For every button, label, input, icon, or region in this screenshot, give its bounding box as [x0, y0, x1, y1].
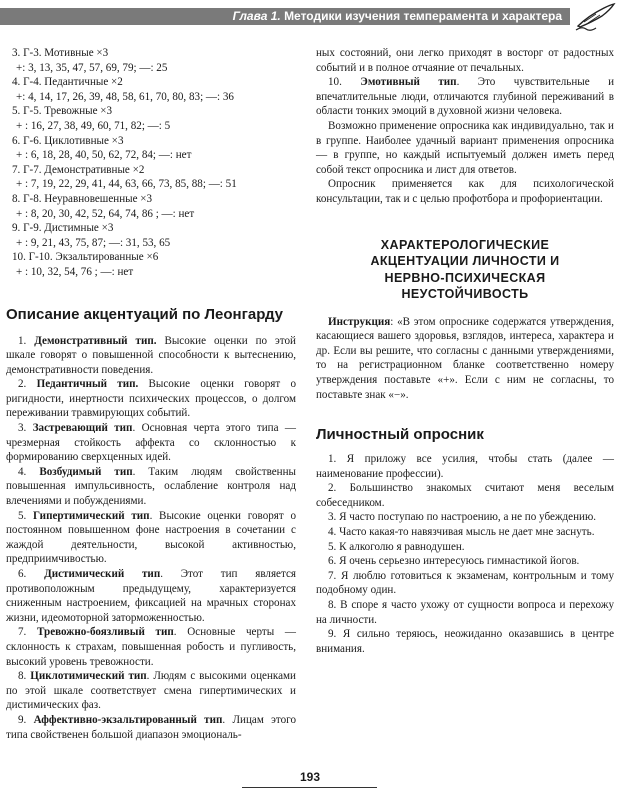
type-name: Гипертимический тип: [33, 509, 150, 522]
section-heading-caps: ХАРАКТЕРОЛОГИЧЕСКИЕ АКЦЕНТУАЦИИ ЛИЧНОСТИ И НЕРВНО-ПСИХИЧЕСКАЯ НЕУСТОЙЧИВОСТЬ: [370, 237, 560, 302]
type-name: Циклотимический тип: [30, 670, 147, 683]
list-item-keys: + : 16, 27, 38, 49, 60, 71, 82; —: 5: [16, 119, 171, 132]
type-number: 5.: [18, 509, 27, 522]
chapter-title: Методики изучения темперамента и характера: [284, 9, 562, 23]
list-item: 9. Г-9. Дистимные ×3: [12, 222, 114, 235]
type-paragraph: [6, 334, 296, 378]
type-text: . Высокие оценки говорят о постоянном повышенном фоне настроения в сочетании с жаждой деятельности, высокой активностью, предприимчивостью.: [6, 509, 296, 566]
instruction-label: Инструкция: [328, 315, 391, 328]
list-item-keys: + : 10, 32, 54, 76 ; —: нет: [16, 265, 134, 278]
section-heading: Описание акцентуаций по Леонгарду: [6, 305, 284, 323]
instruction-text: : «В этом опроснике содержатся утверждения, касающиеся вашего здоровья, взглядов, интереса, характера и др. Если вы решите, что согласны с данными утверждениями, то на регистрационном бланке соответственно номеру утверждения поставьте «+». Если с ним не согласны, то поставьте знак «−».: [316, 315, 614, 401]
questionnaire-heading: Личностный опросник: [316, 426, 484, 444]
type-paragraph: [6, 509, 296, 567]
type-number: 7.: [18, 626, 27, 639]
type-number: 3.: [18, 422, 27, 435]
running-header: [0, 8, 570, 25]
type-text: . Основные черты — склонность к страхам, повышенная робость и пугливость, высокий уровень тревожности.: [6, 626, 296, 668]
list-item-keys: + : 9, 21, 43, 75, 87; —: 31, 53, 65: [16, 236, 171, 249]
type-text: Высокие оценки по этой шкале говорят о повышенной способности к вытеснению, демонстративности поведения.: [6, 334, 296, 376]
type-number: 9.: [18, 713, 27, 726]
list-item: 7. Г-7. Демонстративные ×2: [12, 163, 145, 176]
list-item-keys: + : 7, 19, 22, 29, 41, 44, 63, 66, 73, 85, 88; —: 51: [16, 178, 237, 191]
list-item-keys: + : 6, 18, 28, 40, 50, 62, 72, 84; —: нет: [16, 149, 192, 162]
type-name: Эмотивный тип: [360, 76, 457, 89]
scale-key-list: [12, 46, 296, 280]
type-name: Демонстративный тип.: [34, 334, 157, 347]
type-number: 2.: [18, 378, 27, 391]
list-item: 3. Я часто поступаю по настроению, а не по убеждению.: [328, 511, 597, 524]
type-paragraph: [6, 567, 296, 625]
list-item-keys: + : 8, 20, 30, 42, 52, 64, 74, 86 ; —: нет: [16, 207, 195, 220]
type-paragraph: [6, 377, 296, 421]
type-paragraph: [316, 75, 614, 119]
type-text: . Людям с высокими оценками по этой шкале соответствует смена гипертимических и дистимических фаз.: [6, 670, 296, 712]
list-item: 6. Г-6. Циклотивные ×3: [12, 134, 124, 147]
left-column: [6, 46, 296, 742]
type-name: Тревожно-боязливый тип: [37, 626, 174, 639]
list-item: 7. Я люблю готовиться к экзаменам, контрольным и тому подобному один.: [316, 569, 614, 597]
body-paragraph: Возможно применение опросника как индивидуально, так и в группе. Наиболее удачный вариант применения опросника — в группе, но каждый испытуемый должен иметь перед собой текст опросника и лист для ответов.: [316, 119, 614, 176]
footer-rule: [242, 787, 377, 788]
continued-paragraph: ных состояний, они легко приходят в восторг от радостных событий и в полное отчаяние от печальных.: [316, 47, 614, 74]
type-name: Застревающий тип: [32, 422, 133, 435]
type-paragraph: [6, 625, 296, 669]
list-item: 4. Часто какая-то навязчивая мысль не дает мне заснуть.: [328, 526, 595, 539]
type-number: 1.: [18, 334, 27, 347]
list-item: 2. Большинство знакомых считают меня веселым собеседником.: [316, 482, 614, 509]
type-paragraph: [6, 669, 296, 713]
type-paragraph: [6, 421, 296, 465]
type-name: Дистимический тип: [44, 568, 161, 580]
page-number: 193: [299, 770, 321, 784]
type-text: . Основная черта этого типа — чрезмерная стойкость аффекта со склонностью к формированию сверхценных идей.: [6, 422, 296, 464]
type-text: . Этот тип является противоположным предыдущему, характеризуется сниженным настроением, фиксацией на мрачных сторонах жизни, идеомоторной заторможенностью.: [6, 568, 296, 624]
type-paragraph: [6, 713, 296, 742]
type-text: . Это чувствительные и впечатлительные люди, отличаются глубиной переживаний в области тонких эмоций в духовной жизни человека.: [316, 76, 615, 118]
instruction-paragraph: [316, 315, 614, 403]
list-item-keys: +: 3, 13, 35, 47, 57, 69, 79; —: 25: [16, 61, 168, 74]
list-item: 8. Г-8. Неуравновешенные ×3: [12, 192, 153, 205]
list-item: 5. К алкоголю я равнодушен.: [328, 540, 465, 553]
list-item: 4. Г-4. Педантичные ×2: [12, 76, 123, 89]
list-item: 8. В споре я часто ухожу от сущности вопроса и перехожу на личности.: [316, 599, 614, 626]
list-item: 6. Я очень серьезно интересуюсь гимнастикой йогов.: [328, 555, 580, 568]
type-text: . Лицам этого типа свойственен большой диапазон эмоциональ-: [6, 713, 296, 741]
list-item: 1. Я приложу все усилия, чтобы стать (далее — наименование профессии).: [316, 453, 614, 480]
type-name: Педантичный тип.: [36, 378, 139, 391]
list-item: 9. Я сильно теряюсь, неожиданно оказавшись в центре внимания.: [316, 628, 614, 655]
list-item: 10. Г-10. Экзальтированные ×6: [12, 251, 159, 264]
list-item: 3. Г-3. Мотивные ×3: [12, 47, 109, 59]
list-item: 5. Г-5. Тревожные ×3: [12, 105, 113, 118]
type-number: 10.: [328, 76, 342, 89]
type-paragraph: [6, 465, 296, 509]
type-text: Высокие оценки говорят о ригидности, инертности психических процессов, о долгом переживании травмирующих событий.: [6, 378, 297, 420]
type-number: 6.: [18, 568, 27, 580]
type-text: . Таким людям свойственны повышенная импульсивность, ослабление контроля над влечениями и побуждениями.: [6, 465, 296, 508]
questionnaire-items: [316, 452, 614, 656]
right-column: [316, 46, 614, 656]
type-name: Возбудимый тип: [39, 465, 133, 478]
type-name: Аффективно-экзальтированный тип: [33, 713, 223, 726]
chapter-label: Глава 1.: [232, 9, 281, 23]
type-number: 8.: [18, 670, 27, 683]
page-header: [0, 0, 620, 32]
types-description: [6, 334, 296, 743]
body-paragraph: Опросник применяется как для психологической консультации, так и с целью профотбора и профориентации.: [316, 178, 614, 205]
quill-pen-icon: [574, 2, 616, 32]
list-item-keys: +: 4, 14, 17, 26, 39, 48, 58, 61, 70, 80, 83; —: 36: [16, 90, 234, 103]
type-number: 4.: [18, 465, 27, 478]
